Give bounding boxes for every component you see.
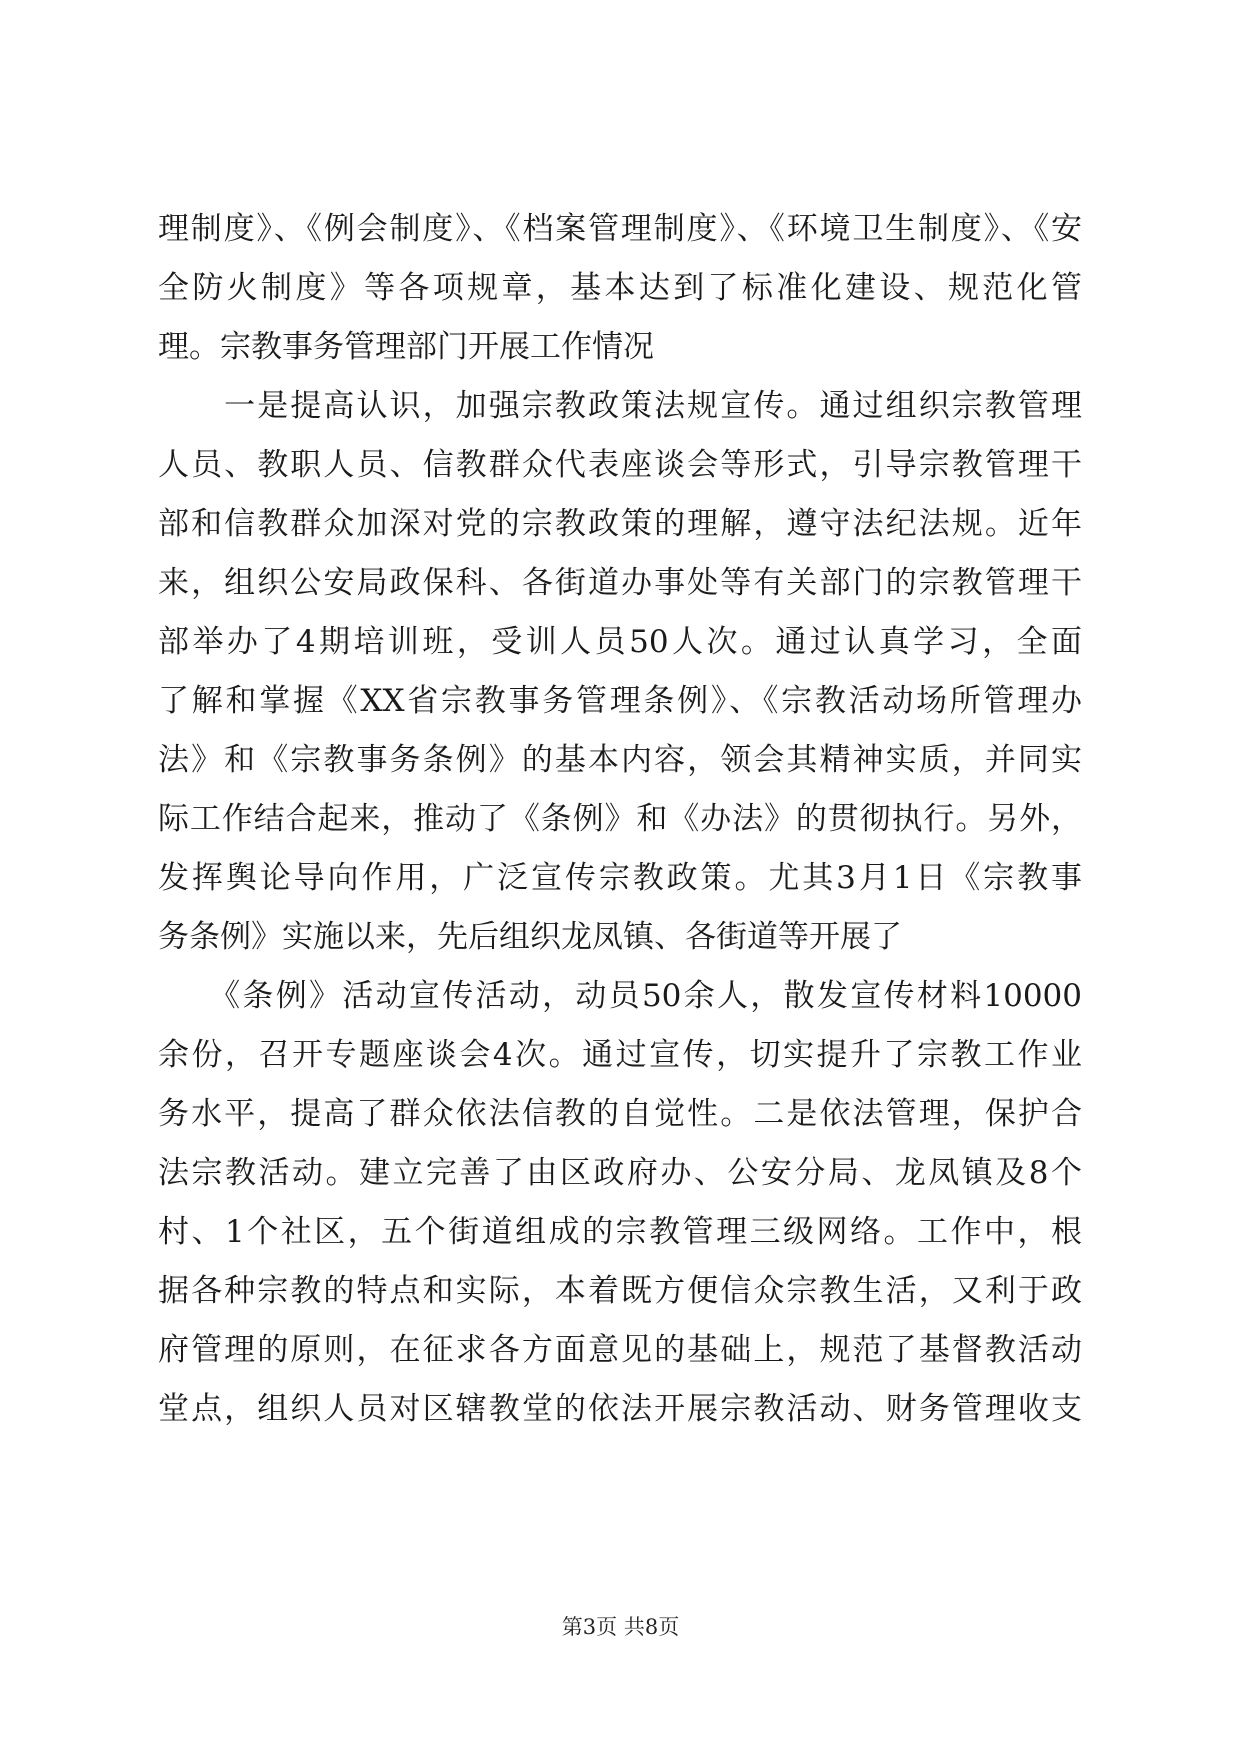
text-line: 一是提高认识，加强宗教政策法规宣传。通过组织宗教管理 — [158, 388, 1082, 424]
text-line: 了解和掌握《XX省宗教事务管理条例》、《宗教活动场所管理办 — [158, 683, 1082, 719]
text-line: 部举办了4期培训班，受训人员50人次。通过认真学习，全面 — [158, 624, 1082, 660]
text-line: 法》和《宗教事务条例》的基本内容，领会其精神实质，并同实 — [158, 742, 1082, 778]
text-line: 来，组织公安局政保科、各街道办事处等有关部门的宗教管理干 — [158, 565, 1082, 601]
text-line: 务水平，提高了群众依法信教的自觉性。二是依法管理，保护合 — [158, 1096, 1082, 1132]
text-line: 余份，召开专题座谈会4次。通过宣传，切实提升了宗教工作业 — [158, 1037, 1082, 1073]
text-line: 务条例》实施以来，先后组织龙凤镇、各街道等开展了 — [158, 919, 902, 955]
text-line: 理制度》、《例会制度》、《档案管理制度》、《环境卫生制度》、《安 — [158, 211, 1082, 247]
text-line: 《条例》活动宣传活动，动员50余人，散发宣传材料10000 — [158, 978, 1082, 1014]
text-line: 人员、教职人员、信教群众代表座谈会等形式，引导宗教管理干 — [158, 447, 1082, 483]
text-line: 据各种宗教的特点和实际，本着既方便信众宗教生活，又利于政 — [158, 1273, 1082, 1309]
text-line: 全防火制度》等各项规章，基本达到了标准化建设、规范化管 — [158, 270, 1082, 306]
document-body — [158, 200, 1082, 1439]
text-line: 部和信教群众加深对党的宗教政策的理解，遵守法纪法规。近年 — [158, 506, 1082, 542]
text-line: 府管理的原则，在征求各方面意见的基础上，规范了基督教活动 — [158, 1332, 1082, 1368]
text-line: 际工作结合起来，推动了《条例》和《办法》的贯彻执行。另外， — [158, 801, 1082, 837]
text-line: 发挥舆论导向作用，广泛宣传宗教政策。尤其3月1日《宗教事 — [158, 860, 1082, 896]
text-line: 村、1个社区，五个街道组成的宗教管理三级网络。工作中，根 — [158, 1214, 1082, 1250]
text-line: 法宗教活动。建立完善了由区政府办、公安分局、龙凤镇及8个 — [158, 1155, 1082, 1191]
page-footer: 第3页 共8页 — [561, 1615, 680, 1639]
text-line: 理。宗教事务管理部门开展工作情况 — [158, 329, 654, 365]
text-line: 堂点，组织人员对区辖教堂的依法开展宗教活动、财务管理收支 — [158, 1391, 1082, 1427]
